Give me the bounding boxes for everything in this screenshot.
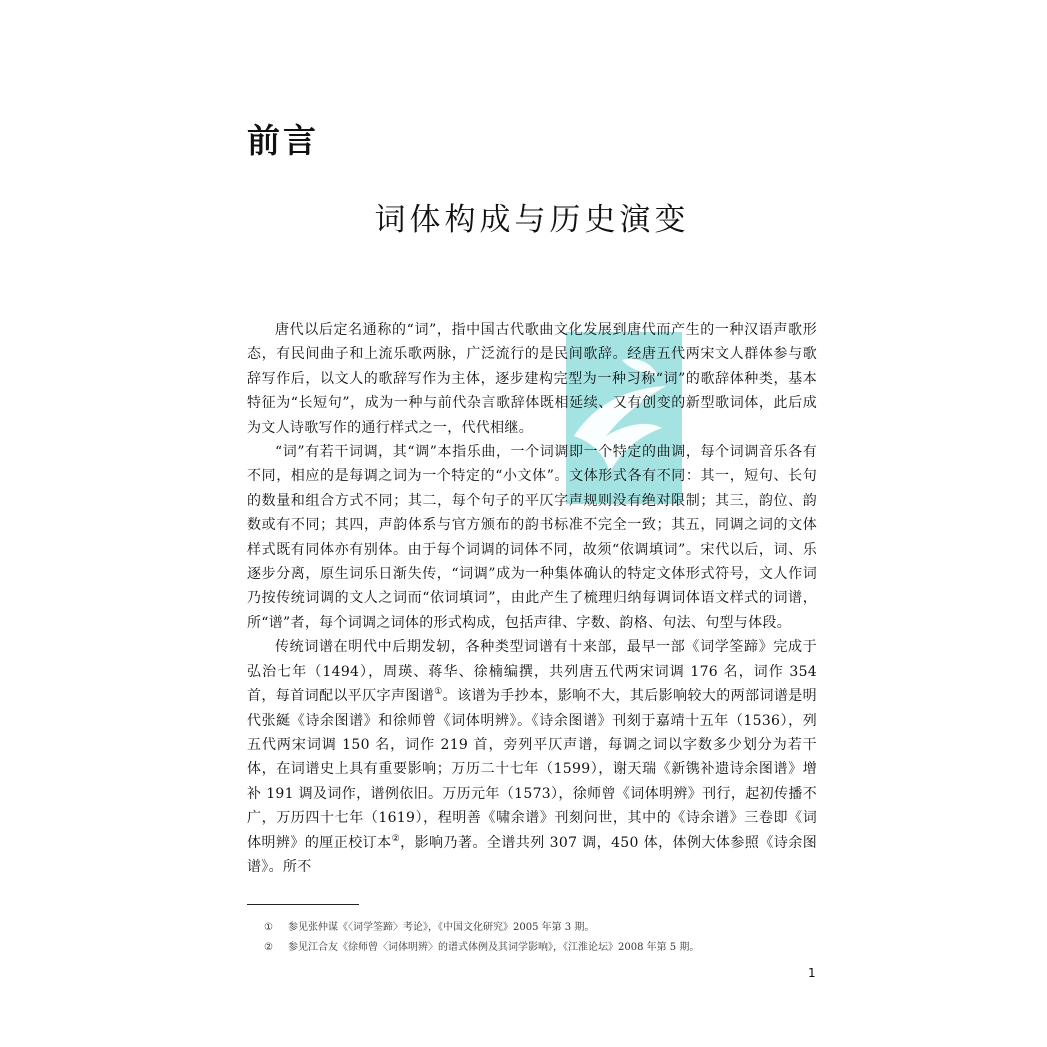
footnote — [264, 938, 824, 958]
paragraph-text: 。该谱为手抄本，影响不大，其后影响较大的两部词谱是明代张綖《诗余图谱》和徐师曾《词体明辨》。《诗余图谱》刊刻于嘉靖十五年（1536），列五代两宋词调 150 名，词作 219 首，旁列平仄声谱，每调之词以字数多少划分为若干体，在词谱史上具有重要影响；万历二十七年（1599），谢天瑞《新镌补遗诗余图谱》增补 191 调及词作，谱例依旧。万历元年（1573），徐师曾《词体明辨》刊行，起初传播不广，万历四十七年（1619），程明善《啸余谱》刊刻问世，其中的《诗余谱》三卷即《词体明辨》的厘正校订本 — [247, 688, 817, 851]
footnote-ref[interactable]: ① — [434, 687, 443, 698]
paragraph-text: 传统词谱在明代中后期发轫，各种类型词谱有十来部，最早一部《词学筌蹄》完成于弘治七年（1494），周瑛、蒋华、徐楠编撰，共列唐五代两宋词调 176 名，词作 354 首，每首词配以平仄字声图谱 — [247, 639, 817, 705]
footnote-mark: ① — [264, 922, 273, 933]
footnote-mark: ② — [264, 942, 273, 953]
paragraph — [247, 635, 817, 879]
body-text — [247, 318, 817, 879]
paragraph: “词”有若干词调，其“调”本指乐曲，一个词调即一个特定的曲调，每个词调音乐各有不同，相应的是每调之词为一个特定的“小文体”。文体形式各有不同：其一，短句、长句的数量和组合方式不同；其二，每个句子的平仄字声规则没有绝对限制；其三，韵位、韵数或有不同；其四，声韵体系与官方颁布的韵书标准不完全一致；其五，同调之词的文体样式既有同体亦有别体。由于每个词调的词体不同，故须“依调填词”。宋代以后，词、乐逐步分离，原生词乐日渐失传，“词调”成为一种集体确认的特定文体形式符号，文人作词乃按传统词调的文人之词而“依词填词”，由此产生了梳理归纳每调词体语文样式的词谱，所“谱”者，每个词调之词体的形式构成，包括声律、字数、韵格、句法、句型与体段。 — [247, 444, 817, 631]
chapter-title: 词体构成与历史演变 — [374, 202, 690, 238]
footnote-text: 参见江合友《徐师曾〈词体明辨〉的谱式体例及其词学影响》，《江淮论坛》2008 年第 5 期。 — [288, 942, 700, 953]
paragraph-text: ，影响乃著。全谱共列 307 调，450 体，体例大体参照《诗余图谱》。所不 — [247, 834, 817, 875]
paragraph: 唐代以后定名通称的“词”，指中国古代歌曲文化发展到唐代而产生的一种汉语声歌形态，有民间曲子和上流乐歌两脉，广泛流行的是民间歌辞。经唐五代两宋文人群体参与歌辞写作后，以文人的歌辞写作为主体，逐步建构完型为一种习称“词”的歌辞体种类，基本特征为“长短句”，成为一种与前代杂言歌辞体既相延续、又有创变的新型歌词体，此后成为文人诗歌写作的通行样式之一，代代相继。 — [247, 322, 817, 436]
footnote — [264, 918, 824, 938]
footnote-ref[interactable]: ② — [391, 833, 401, 844]
section-heading: 前言 — [247, 121, 319, 160]
footnotes — [264, 918, 824, 958]
page-number: 1 — [808, 966, 816, 980]
footnote-text: 参见张仲谋《〈词学筌蹄〉考论》，《中国文化研究》2005 年第 3 期。 — [288, 922, 595, 933]
footnote-divider — [247, 904, 359, 905]
